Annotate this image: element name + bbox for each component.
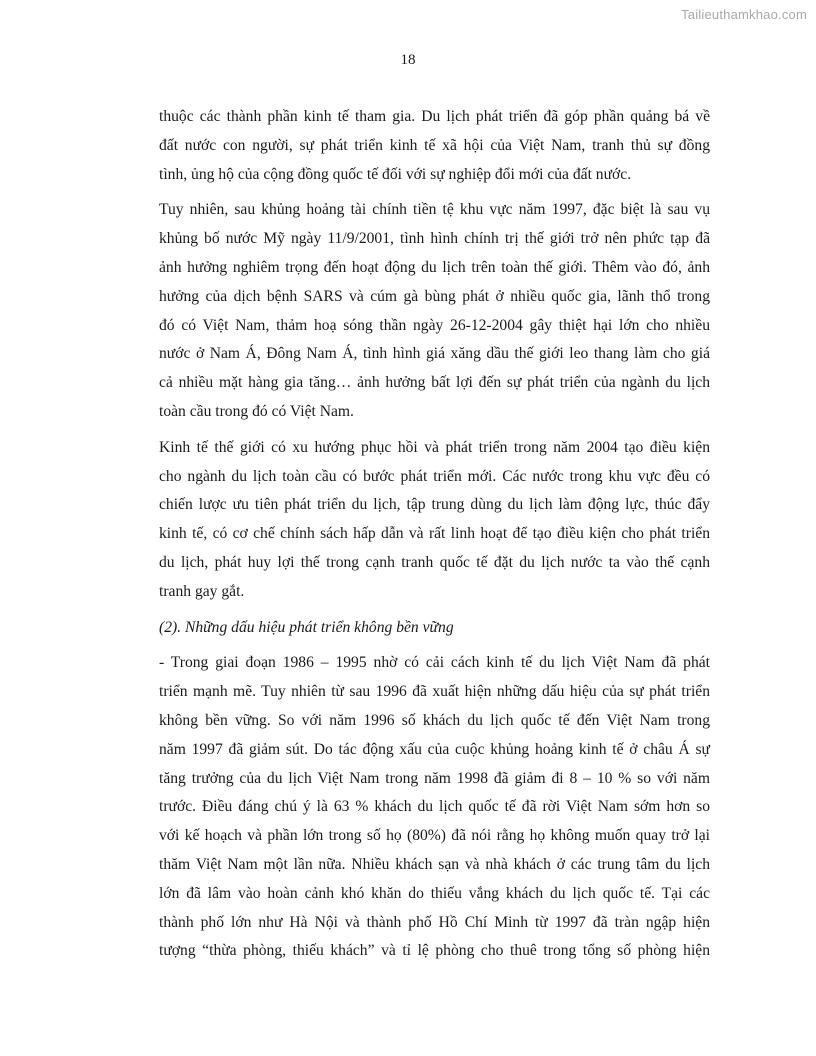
text-line: thành phố lớn như Hà Nội và thành phố Hồ Chí Minh từ 1997 đã tràn ngập hiện <box>159 913 710 931</box>
section-heading: (2). Những dấu hiệu phát triển không bền vững <box>159 618 454 636</box>
text-line: toàn cầu trong đó có Việt Nam. <box>159 402 354 420</box>
text-line: Kinh tế thế giới có xu hướng phục hồi và phát triển trong năm 2004 tạo điều kiện <box>159 438 710 456</box>
page-number: 18 <box>400 52 416 68</box>
text-line: đó có Việt Nam, thảm hoạ sóng thần ngày 26-12-2004 gây thiệt hại lớn cho nhiều <box>159 316 710 334</box>
text-line: cả nhiều mặt hàng gia tăng… ảnh hưởng bất lợi đến sự phát triển của ngành du lịch <box>159 374 710 392</box>
text-line: chiến lược ưu tiên phát triển du lịch, tập trung dùng du lịch làm động lực, thúc đẩy <box>159 496 710 514</box>
text-line: tượng “thừa phòng, thiếu khách” và tỉ lệ phòng cho thuê trong tổng số phòng hiện <box>159 942 710 960</box>
text-line: tăng trưởng của du lịch Việt Nam trong năm 1998 đã giảm đi 8 – 10 % so với năm <box>159 769 710 787</box>
text-line: trước. Điều đáng chú ý là 63 % khách du lịch quốc tế đã rời Việt Nam sớm hơn so <box>159 798 710 816</box>
paragraph-1 <box>159 103 710 189</box>
text-line: không bền vững. So với năm 1996 số khách du lịch quốc tế đến Việt Nam trong <box>159 711 710 729</box>
text-line: đất nước con người, sự phát triển kinh tế xã hội của Việt Nam, tranh thủ sự đồng <box>159 136 710 154</box>
paragraph-4 <box>159 649 710 966</box>
paragraph-2 <box>159 196 710 426</box>
text-line: thuộc các thành phần kinh tế tham gia. Du lịch phát triển đã góp phần quảng bá về <box>159 108 710 125</box>
text-line: cho ngành du lịch toàn cầu có bước phát triển mới. Các nước trong khu vực đều có <box>159 467 710 485</box>
text-line: du lịch, phát huy lợi thế trong cạnh tranh quốc tế đặt du lịch nước ta vào thế cạnh <box>159 553 710 571</box>
text-line: kinh tế, có cơ chế chính sách hấp dẫn và rất linh hoạt để tạo điều kiện cho phát triển <box>159 525 710 543</box>
text-line: tình, ủng hộ của cộng đồng quốc tế đối với sự nghiệp đổi mới của đất nước. <box>159 165 632 183</box>
text-line: tranh gay gắt. <box>159 582 245 600</box>
document-body <box>159 103 710 973</box>
text-line: khủng bố nước Mỹ ngày 11/9/2001, tình hình chính trị thế giới trở nên phức tạp đã <box>159 230 710 248</box>
paragraph-3 <box>159 434 710 607</box>
text-line: - Trong giai đoạn 1986 – 1995 nhờ có cải cách kinh tế du lịch Việt Nam đã phát <box>159 654 710 672</box>
text-line: với kế hoạch và phần lớn trong số họ (80%) đã nói rằng họ không muốn quay trở lại <box>159 827 710 845</box>
text-line: thăm Việt Nam một lần nữa. Nhiều khách sạn và nhà khách ở các trung tâm du lịch <box>159 855 710 873</box>
text-line: triển mạnh mẽ. Tuy nhiên từ sau 1996 đã xuất hiện những dấu hiệu của sự phát triển <box>159 683 710 701</box>
text-line: Tuy nhiên, sau khủng hoảng tài chính tiền tệ khu vực năm 1997, đặc biệt là sau vụ <box>159 201 710 219</box>
text-line: ảnh hưởng nghiêm trọng đến hoạt động du lịch trên toàn thế giới. Thêm vào đó, ảnh <box>159 258 710 276</box>
watermark: Tailieuthamkhao.com <box>681 7 807 22</box>
text-line: hưởng của dịch bệnh SARS và cúm gà bùng phát ở nhiều quốc gia, lãnh thổ trong <box>159 287 710 305</box>
text-line: nước ở Nam Á, Đông Nam Á, tình hình giá xăng dầu thế giới leo thang làm cho giá <box>159 345 710 363</box>
text-line: năm 1997 đã giảm sút. Do tác động xấu của cuộc khủng hoảng kinh tế ở châu Á sự <box>159 740 710 758</box>
text-line: lớn đã lâm vào hoàn cảnh khó khăn do thiếu vắng khách du lịch quốc tế. Tại các <box>159 884 710 902</box>
